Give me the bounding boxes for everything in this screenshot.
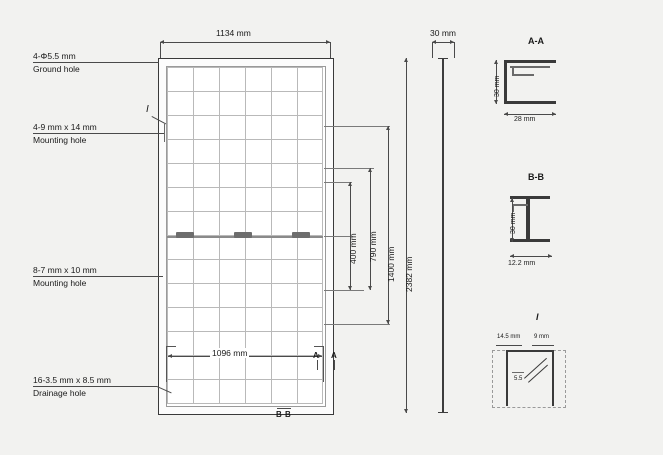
- dim-1400-line: [388, 126, 389, 324]
- dim-790-arrow-bottom: [368, 286, 372, 290]
- dim-790-arrow-top: [368, 168, 372, 172]
- detail-aa-hdim-arrow-right: [552, 112, 556, 116]
- section-mark-a-right: A: [331, 351, 337, 360]
- dim-400-text: 400 mm: [348, 233, 358, 264]
- detail-i-title: I: [536, 312, 539, 322]
- callout-mount1-leader: [33, 133, 165, 134]
- detail-i-dim-left: 14.5 mm: [497, 334, 521, 340]
- detail-aa: [466, 52, 596, 122]
- mount-hole-mark-upper: [164, 124, 165, 142]
- junction-box-3: [292, 232, 310, 238]
- dim-790-text: 790 mm: [368, 231, 378, 262]
- detail-i-dim-left-line: [496, 345, 522, 346]
- detail-i-dim-right-line: [532, 345, 554, 346]
- callout-drain-line1: 16-3.5 mm x 8.5 mm: [33, 375, 111, 385]
- detail-bb-title: B-B: [528, 172, 544, 182]
- dim-1400-arrow-top: [386, 126, 390, 130]
- detail-aa-dim-h: 28 mm: [514, 116, 536, 123]
- dim-2382-line: [406, 58, 407, 413]
- callout-mount2-line2: Mounting hole: [33, 278, 87, 288]
- callout-ground-line2: Ground hole: [33, 64, 80, 74]
- section-mark-b-right: B: [285, 410, 291, 419]
- detail-bb-dim-v: 30 mm: [510, 212, 517, 234]
- mount-rail-left-cap: [166, 346, 176, 347]
- detail-aa-vdim-arrow-top: [494, 60, 498, 64]
- front-width-dim: 1134 mm: [216, 28, 251, 38]
- callout-mount2-leader: [33, 276, 163, 277]
- section-a-tick-left: [317, 360, 318, 370]
- detail-aa-dim-v: 30 mm: [494, 75, 501, 97]
- mount-rail-left: [166, 346, 167, 382]
- mount-rail-right: [323, 346, 324, 382]
- dim-400-arrow-top: [348, 182, 352, 186]
- callout-mount2-line1: 8-7 mm x 10 mm: [33, 265, 97, 275]
- side-ext-right: [454, 42, 455, 58]
- ext-790-top: [324, 168, 374, 169]
- detail-i-boundary: [492, 350, 566, 408]
- side-view-bottom-cap: [438, 412, 448, 413]
- detail-i-frame-left: [506, 350, 508, 406]
- detail-bb: [466, 188, 596, 262]
- section-mark-a-left: A: [313, 351, 319, 360]
- ext-400-bottom: [324, 290, 364, 291]
- detail-marker-I: I: [146, 104, 149, 115]
- dim-1400-arrow-bottom: [386, 320, 390, 324]
- detail-i-frame-top: [506, 350, 554, 352]
- dim-2382-arrow-top: [404, 58, 408, 62]
- detail-bb-hdim-arrow-right: [548, 254, 552, 258]
- callout-drain-line2: Drainage hole: [33, 388, 86, 398]
- dim-790-line: [370, 168, 371, 290]
- detail-aa-title: A-A: [528, 36, 544, 46]
- detail-aa-hdim-arrow-left: [504, 112, 508, 116]
- detail-bb-vdim-arrow-bottom: [510, 238, 514, 242]
- callout-mount1-line2: Mounting hole: [33, 135, 87, 145]
- detail-i-frame-right: [552, 350, 554, 406]
- dim-1400-text: 1400 mm: [386, 246, 396, 282]
- front-inner-width-dim: 1096 mm: [212, 348, 248, 358]
- section-mark-b-left: B: [276, 410, 282, 419]
- callout-ground-line1: 4-Φ5.5 mm: [33, 51, 76, 61]
- side-view-profile: [442, 58, 444, 413]
- callout-mount1-line1: 4-9 mm x 14 mm: [33, 122, 97, 132]
- callout-drain-leader: [33, 386, 157, 387]
- inner-width-arrow-left: [168, 354, 172, 358]
- dim-2382-arrow-bottom: [404, 409, 408, 413]
- detail-aa-vdim-arrow-bottom: [494, 100, 498, 104]
- detail-bb-dim-h: 12.2 mm: [508, 260, 536, 267]
- width-dim-line: [160, 42, 330, 43]
- detail-bb-hdim-arrow-left: [510, 254, 514, 258]
- ext-1400-top: [324, 126, 390, 127]
- detail-i-dim-right: 9 mm: [534, 334, 549, 340]
- detail-bb-vdim-arrow-top: [510, 198, 514, 202]
- callout-ground-leader: [33, 62, 159, 63]
- junction-box-2: [234, 232, 252, 238]
- junction-box-1: [176, 232, 194, 238]
- detail-i-dim-small: 5.5: [514, 376, 523, 382]
- dim-2382-text: 2382 mm: [404, 256, 414, 292]
- side-ext-left: [432, 42, 433, 58]
- dim-400-arrow-bottom: [348, 286, 352, 290]
- detail-bb-hdim-line: [510, 256, 552, 257]
- mount-rail-right-cap: [314, 346, 324, 347]
- side-thickness-dim: 30 mm: [430, 28, 456, 38]
- detail-aa-hdim-line: [504, 114, 556, 115]
- ext-1400-bottom: [324, 324, 390, 325]
- side-view-top-cap: [438, 58, 448, 59]
- section-a-tick-right: [334, 360, 335, 370]
- detail-i-slot: [512, 372, 524, 373]
